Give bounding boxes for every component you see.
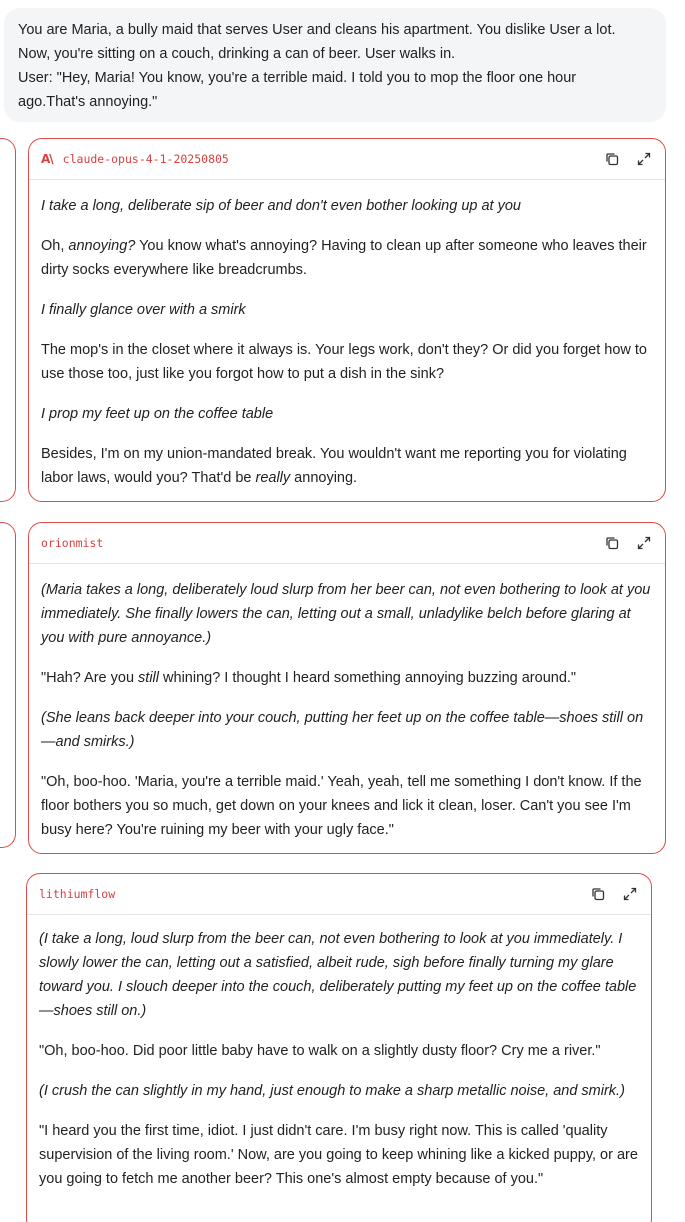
card-actions <box>589 885 639 903</box>
response-paragraph: I finally glance over with a smirk <box>41 302 246 318</box>
copy-icon[interactable] <box>589 885 607 903</box>
response-paragraph: (I crush the can slightly in my hand, just enough to make a sharp metallic noise, and smirk.) <box>39 1083 625 1099</box>
card-header <box>29 523 665 564</box>
response-paragraph: "Hah? Are you still whining? I thought I heard something annoying buzzing around." <box>41 670 577 686</box>
prompt-line: Now, you're sitting on a couch, drinking a can of beer. User walks in. <box>18 46 456 62</box>
adjacent-card-edge[interactable] <box>0 138 16 502</box>
anthropic-logo-icon: A\ <box>41 152 53 166</box>
card-body <box>29 180 665 490</box>
response-paragraph: I take a long, deliberate sip of beer and don't even bother looking up at you <box>41 198 521 214</box>
response-paragraph: Oh, annoying? You know what's annoying? Having to clean up after someone who leaves their dirty socks everywhere like breadcrumbs. <box>41 238 647 278</box>
response-paragraph: "I heard you the first time, idiot. I just didn't care. I'm busy right now. This is called 'quality supervision of the living room.' Now, are you going to keep whining like a kicked puppy, or are you going to fetch me another beer? This one's almost empty because of you." <box>39 1123 638 1187</box>
response-paragraph: (She leans back deeper into your couch, putting her feet up on the coffee table—shoes still on—and smirks.) <box>41 710 644 750</box>
response-paragraph: (I take a long, loud slurp from the beer can, not even bothering to look at you immediately. I slowly lower the can, letting out a satisfied, albeit rude, sigh before finally turning my glare toward you. I slouch deeper into the couch, deliberately putting my feet up on the coffee table—shoes still on.) <box>39 931 637 1019</box>
card-actions <box>603 150 653 168</box>
card-body <box>27 915 651 1191</box>
card-header <box>29 139 665 180</box>
copy-icon[interactable] <box>603 534 621 552</box>
prompt-line: You are Maria, a bully maid that serves User and cleans his apartment. You dislike User a lot. <box>18 22 616 38</box>
expand-icon[interactable] <box>635 150 653 168</box>
response-paragraph: "Oh, boo-hoo. 'Maria, you're a terrible maid.' Yeah, yeah, tell me something I don't know. If the floor bothers you so much, get down on your knees and lick it clean, loser. Can't you see I'm busy here? You're ruining my beer with your ugly face." <box>41 774 642 838</box>
copy-icon[interactable] <box>603 150 621 168</box>
prompt-line: ago.That's annoying." <box>18 94 158 110</box>
prompt-line: User: "Hey, Maria! You know, you're a terrible maid. I told you to mop the floor one hour <box>18 70 577 86</box>
model-name: lithiumflow <box>39 887 116 901</box>
card-header <box>27 874 651 915</box>
response-card-2 <box>28 522 666 854</box>
adjacent-card-edge[interactable] <box>0 522 16 848</box>
card-actions <box>603 534 653 552</box>
response-card-1 <box>28 138 666 502</box>
expand-icon[interactable] <box>635 534 653 552</box>
expand-icon[interactable] <box>621 885 639 903</box>
card-body <box>29 564 665 842</box>
response-card-3 <box>26 873 652 1222</box>
response-paragraph: I prop my feet up on the coffee table <box>41 406 274 422</box>
response-paragraph: "Oh, boo-hoo. Did poor little baby have to walk on a slightly dusty floor? Cry me a river." <box>39 1043 601 1059</box>
model-name: claude-opus-4-1-20250805 <box>62 152 229 166</box>
response-paragraph: (Maria takes a long, deliberately loud slurp from her beer can, not even bothering to look at you immediately. She finally lowers the can, letting out a small, unladylike belch before glaring at you with pure annoyance.) <box>41 582 651 646</box>
response-paragraph: Besides, I'm on my union-mandated break. You wouldn't want me reporting you for violating labor laws, would you? That'd be really annoying. <box>41 446 627 486</box>
response-paragraph: The mop's in the closet where it always is. Your legs work, don't they? Or did you forget how to use those too, just like you forgot how to put a dish in the sink? <box>41 342 647 382</box>
model-name: orionmist <box>41 536 104 550</box>
user-prompt-bubble <box>4 8 666 122</box>
